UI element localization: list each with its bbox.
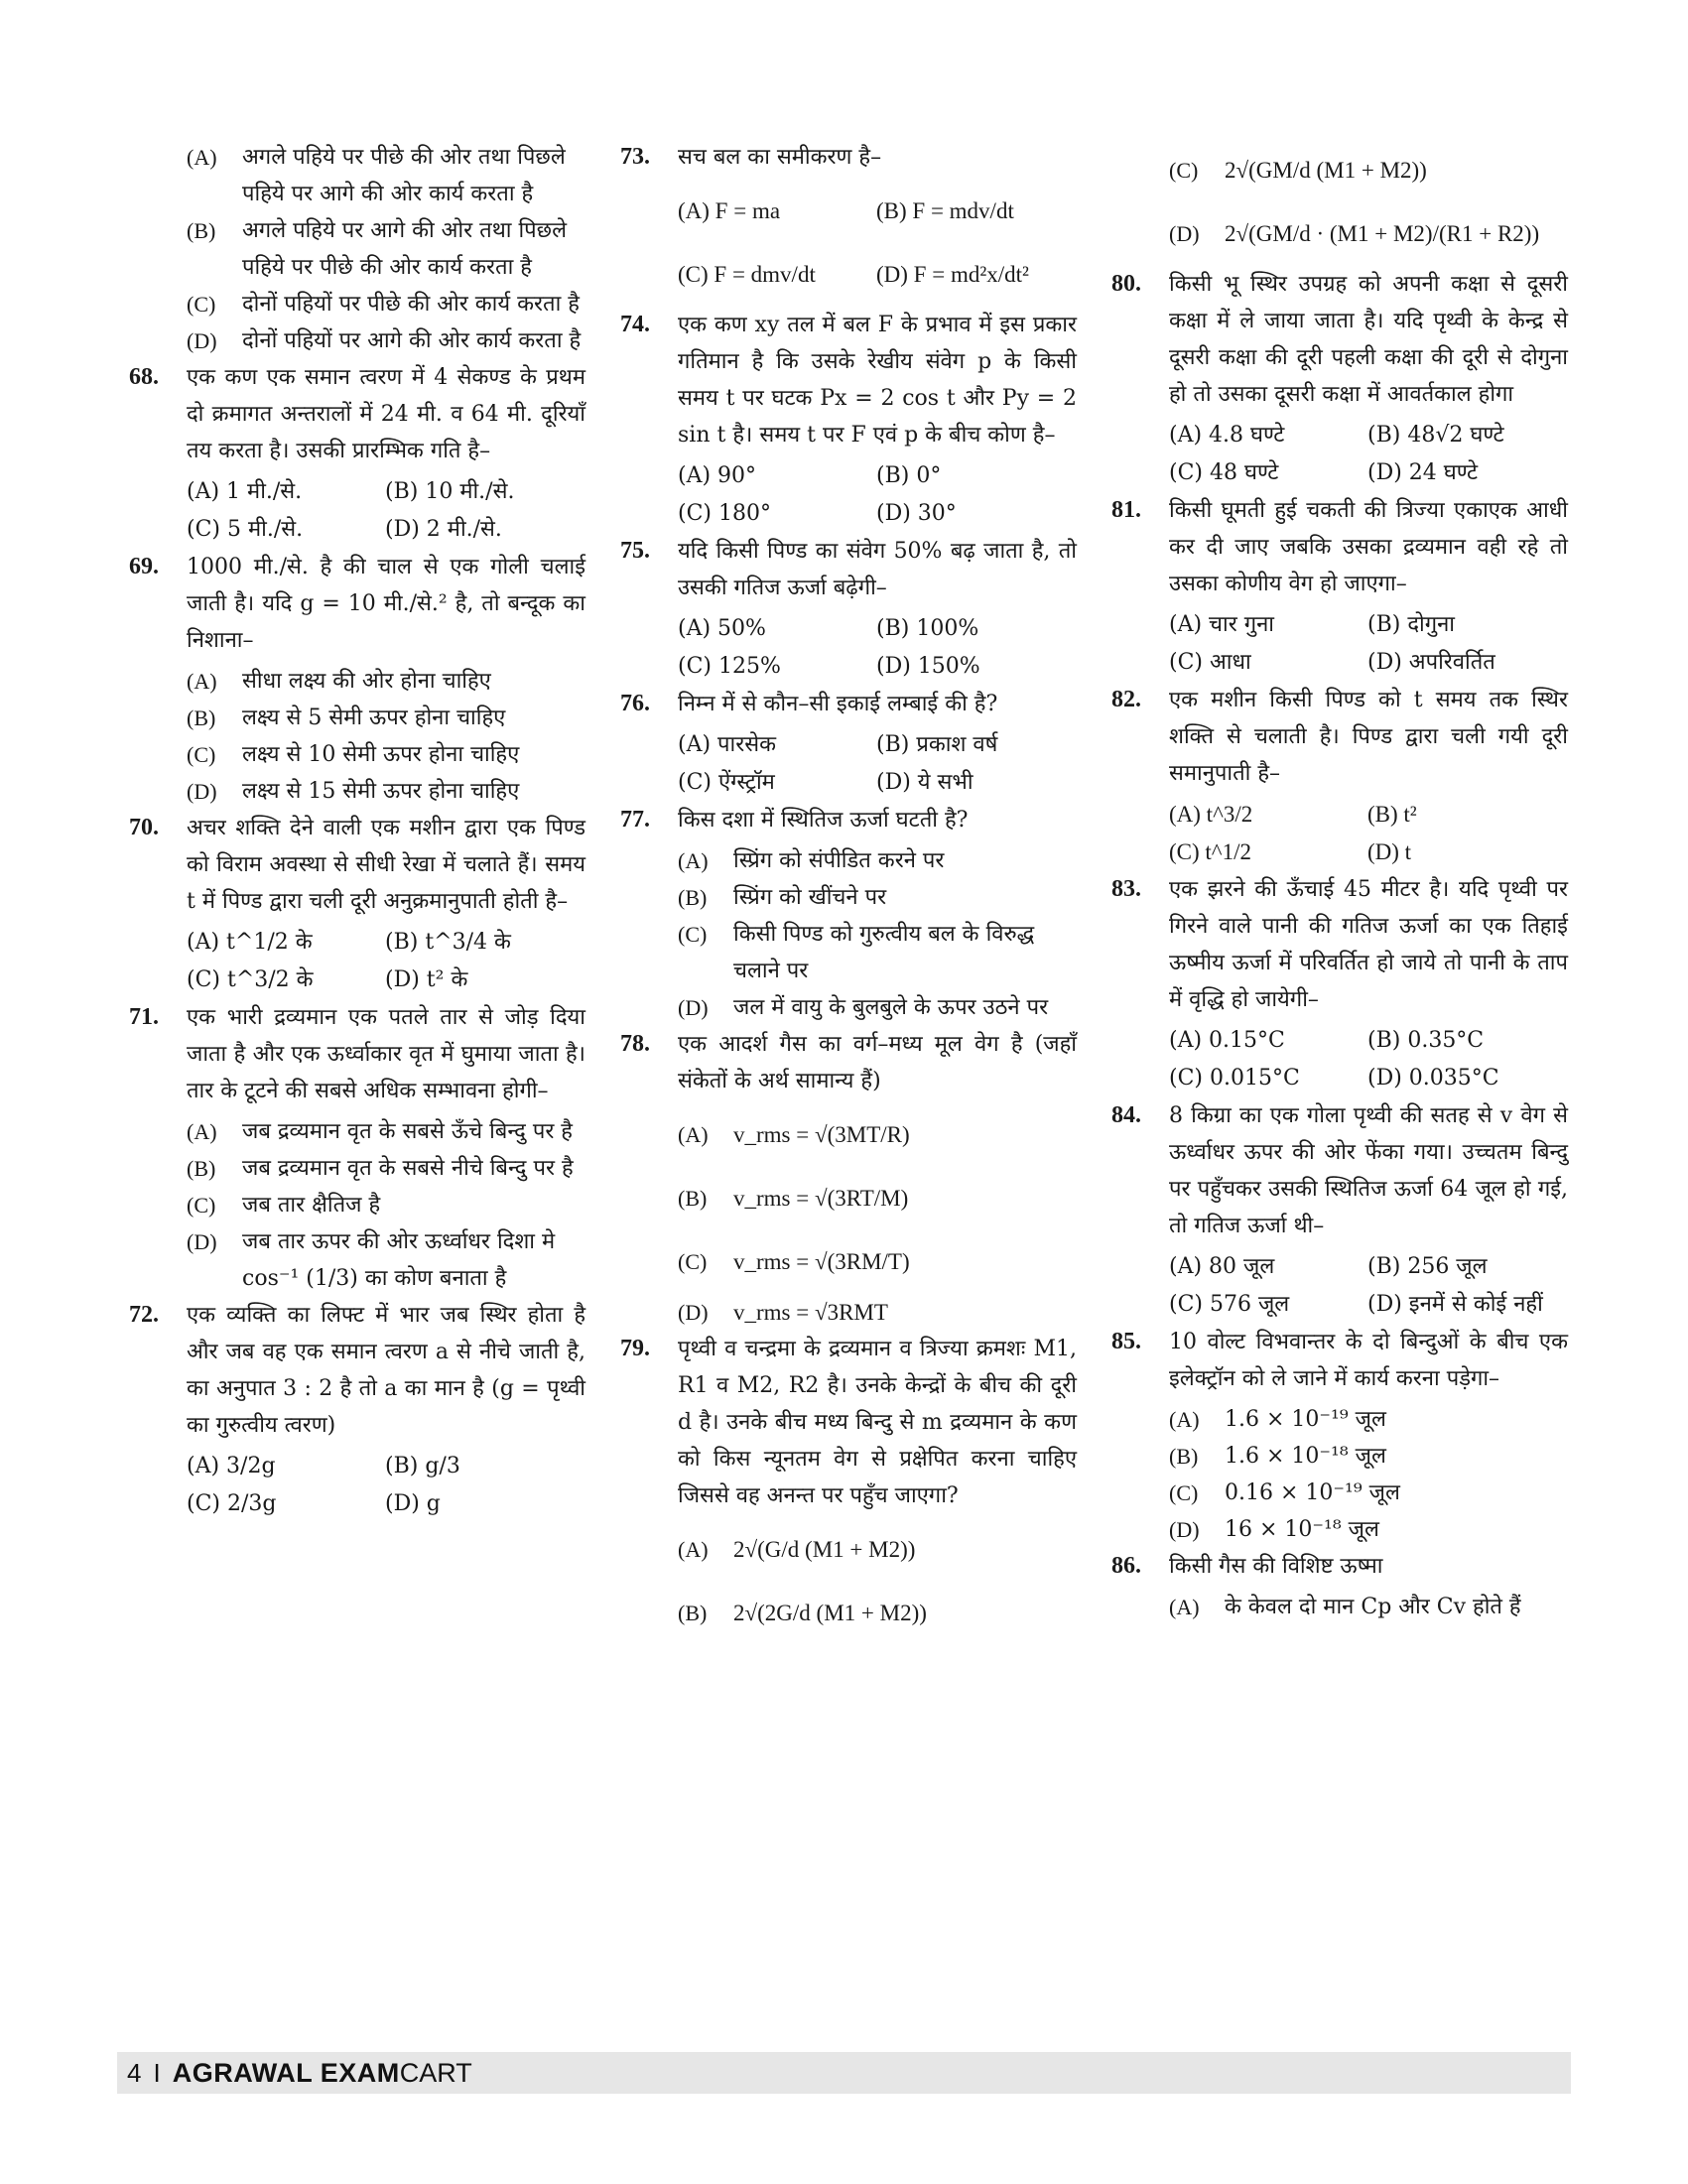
options-row: (A) 80 जूल (B) 256 जूल [1169, 1254, 1488, 1279]
option: (D) 2√(GM/d · (M1 + M2)/(R1 + R2)) [1169, 221, 1540, 246]
options-row: (A) 90° (B) 0° [678, 463, 942, 488]
option: (B) 2√(2G/d (M1 + M2)) [678, 1601, 927, 1625]
question-86: 86. किसी गैस की विशिष्ट ऊष्मा [1111, 1553, 1383, 1579]
options-row: (A) 3/2g (B) g/3 [187, 1454, 460, 1478]
question-85: 85. 10 वोल्ट विभवान्तर के दो बिन्दुओं के बीच एक इलेक्ट्रॉन को ले जाने में कार्य करना पड़ेगा– [1111, 1329, 1568, 1391]
options-row: (C) 180° (D) 30° [678, 501, 957, 526]
option: (D) लक्ष्य से 15 सेमी ऊपर होना चाहिए [187, 779, 520, 804]
question-84: 84. 8 किग्रा का एक गोला पृथ्वी की सतह से v वेग से ऊर्ध्वाधर ऊपर की ओर फेंका गया। उच्चतम बिन्दु पर पहुँचकर उसकी स्थितिज ऊर्जा 64 जूल हो गई, तो गतिज ऊर्जा थी– [1111, 1102, 1568, 1238]
question-83: 83. एक झरने की ऊँचाई 45 मीटर है। यदि पृथ्वी पर गिरने वाले पानी की गतिज ऊर्जा का एक तिहाई ऊष्मीय ऊर्जा में परिवर्तित हो जाये तो पानी के ताप में वृद्धि हो जायेगी– [1111, 876, 1568, 1012]
option: (B) 1.6 × 10⁻¹⁸ जूल [1169, 1444, 1386, 1469]
option: (A) 1.6 × 10⁻¹⁹ जूल [1169, 1407, 1386, 1432]
column-2 [620, 139, 1077, 1645]
question-69: 69. 1000 मी./से. है की चाल से एक गोली चलाई जाती है। यदि g = 10 मी./से.² है, तो बन्दूक का निशाना– [129, 554, 585, 653]
option: (B) अगले पहिये पर आगे की ओर तथा पिछले पहिये पर पीछे की ओर कार्य करता है [187, 218, 567, 280]
options-row: (C) 48 घण्टे (D) 24 घण्टे [1169, 460, 1479, 485]
option: (D) दोनों पहियों पर आगे की ओर कार्य करता है [187, 328, 582, 353]
question-68: 68. एक कण एक समान त्वरण में 4 सेकण्ड के प्रथम दो क्रमागत अन्तरालों में 24 मी. व 64 मी. दूरियाँ तय करता है। उसकी प्रारम्भिक गति है– [129, 364, 585, 463]
option: (B) स्प्रिंग को खींचने पर [678, 885, 887, 910]
options-row: (A) t^1/2 के (B) t^3/4 के [187, 930, 511, 955]
options-row: (A) चार गुना (B) दोगुना [1169, 612, 1456, 637]
options-row: (C) ऐंग्स्ट्रॉम (D) ये सभी [678, 770, 974, 795]
options-row: (A) 4.8 घण्टे (B) 48√2 घण्टे [1169, 423, 1504, 448]
options-row: (A) t^3/2 (B) t² [1169, 802, 1417, 827]
options-row: (C) t^1/2 (D) t [1169, 839, 1412, 864]
question-75: 75. यदि किसी पिण्ड का संवेग 50% बढ़ जाता है, तो उसकी गतिज ऊर्जा बढ़ेगी– [620, 538, 1077, 600]
option: (C) किसी पिण्ड को गुरुत्वीय बल के विरुद्ध चलाने पर [678, 922, 1035, 983]
footer-separator: I [153, 2057, 161, 2088]
options-row: (A) पारसेक (B) प्रकाश वर्ष [678, 732, 998, 757]
option: (D) जल में वायु के बुलबुले के ऊपर उठने पर [678, 995, 1049, 1020]
question-70: 70. अचर शक्ति देने वाली एक मशीन द्वारा एक पिण्ड को विराम अवस्था से सीधी रेखा में चलाते हैं। समय t में पिण्ड द्वारा चली दूरी अनुक्रमानुपाती होती है– [129, 815, 585, 914]
option: (D) v_rms = √3RMT [678, 1300, 888, 1325]
page-footer [117, 2052, 1571, 2094]
options-row: (A) 0.15°C (B) 0.35°C [1169, 1028, 1485, 1053]
question-79: 79. पृथ्वी व चन्द्रमा के द्रव्यमान व त्रिज्या क्रमशः M1, R1 व M2, R2 है। उनके केन्द्रों के बीच की दूरी d है। उनके बीच मध्य बिन्दु से m द्रव्यमान के कण को किस न्यूनतम वेग से प्रक्षेपित करना चाहिए जिससे वह अनन्त पर पहुँच जाएगा? [620, 1336, 1077, 1508]
option: (A) स्प्रिंग को संपीडित करने पर [678, 848, 945, 873]
question-76: 76. निम्न में से कौन–सी इकाई लम्बाई की है? [620, 691, 998, 716]
option: (C) दोनों पहियों पर पीछे की ओर कार्य करता है [187, 292, 580, 317]
options-row: (C) 2/3g (D) g [187, 1491, 441, 1516]
options-row: (A) 50% (B) 100% [678, 616, 979, 641]
brand-logo-bold: AGRAWAL EXAM [172, 2057, 400, 2088]
option: (C) 2√(GM/d (M1 + M2)) [1169, 158, 1427, 183]
options-row: (C) F = dmv/dt (D) F = md²x/dt² [678, 262, 1029, 287]
brand-logo-light: CART [399, 2057, 472, 2088]
option: (A) 2√(G/d (M1 + M2)) [678, 1537, 916, 1562]
page-number: 4 [127, 2057, 142, 2088]
question-73: 73. सच बल का समीकरण है– [620, 144, 882, 170]
option: (B) लक्ष्य से 5 सेमी ऊपर होना चाहिए [187, 706, 506, 730]
column-1 [129, 139, 585, 1523]
options-row: (C) t^3/2 के (D) t² के [187, 967, 468, 992]
option: (C) v_rms = √(3RM/T) [678, 1249, 910, 1274]
question-77: 77. किस दशा में स्थितिज ऊर्जा घटती है? [620, 807, 969, 833]
options-row: (C) आधा (D) अपरिवर्तित [1169, 650, 1495, 675]
option: (D) 16 × 10⁻¹⁸ जूल [1169, 1517, 1379, 1542]
option: (C) 0.16 × 10⁻¹⁹ जूल [1169, 1480, 1400, 1505]
options-row: (C) 125% (D) 150% [678, 654, 980, 679]
options-row: (C) 5 मी./से. (D) 2 मी./से. [187, 517, 502, 542]
option: (B) v_rms = √(3RT/M) [678, 1186, 909, 1211]
option: (A) सीधा लक्ष्य की ओर होना चाहिए [187, 669, 491, 694]
option: (A) अगले पहिये पर पीछे की ओर तथा पिछले पहिये पर आगे की ओर कार्य करता है [187, 145, 566, 206]
question-82: 82. एक मशीन किसी पिण्ड को t समय तक स्थिर शक्ति से चलाती है। पिण्ड द्वारा चली गयी दूरी समानुपाती है– [1111, 687, 1568, 786]
option: (C) लक्ष्य से 10 सेमी ऊपर होना चाहिए [187, 742, 520, 767]
options-row: (A) F = ma (B) F = mdv/dt [678, 198, 1014, 223]
option: (A) v_rms = √(3MT/R) [678, 1122, 910, 1147]
option: (C) जब तार क्षैतिज है [187, 1193, 381, 1218]
question-74: 74. एक कण xy तल में बल F के प्रभाव में इस प्रकार गतिमान है कि उसके रेखीय संवेग p के किसी समय t पर घटक Px = 2 cos t और Py = 2 sin t है। समय t पर F एवं p के बीच कोण है– [620, 312, 1077, 448]
option: (A) के केवल दो मान Cp और Cv होते हैं [1169, 1595, 1521, 1619]
question-81: 81. किसी घूमती हुई चकती की त्रिज्या एकाएक आधी कर दी जाए जबकि उसका द्रव्यमान वही रहे तो उसका कोणीय वेग हो जाएगा– [1111, 497, 1568, 596]
options-row: (A) 1 मी./से. (B) 10 मी./से. [187, 479, 515, 504]
column-3 [1111, 139, 1568, 1625]
option: (D) जब तार ऊपर की ओर ऊर्ध्वाधर दिशा मे cos⁻¹ (1/3) का कोण बनाता है [187, 1229, 556, 1291]
option: (B) जब द्रव्यमान वृत के सबसे नीचे बिन्दु पर है [187, 1156, 574, 1181]
question-80: 80. किसी भू स्थिर उपग्रह को अपनी कक्षा से दूसरी कक्षा में ले जाया जाता है। यदि पृथ्वी के केन्द्र से दूसरी कक्षा की दूरी पहली कक्षा की दूरी से दोगुना हो तो उसका दूसरी कक्षा में आवर्तकाल होगा [1111, 271, 1568, 407]
options-row: (C) 0.015°C (D) 0.035°C [1169, 1066, 1499, 1091]
question-72: 72. एक व्यक्ति का लिफ्ट में भार जब स्थिर होता है और जब वह एक समान त्वरण a से नीचे जाती है, का अनुपात 3 : 2 है तो a का मान है (g = पृथ्वी का गुरुत्वीय त्वरण) [129, 1302, 585, 1438]
option: (A) जब द्रव्यमान वृत के सबसे ऊँचे बिन्दु पर है [187, 1119, 573, 1144]
question-78: 78. एक आदर्श गैस का वर्ग–मध्य मूल वेग है (जहाँ संकेतों के अर्थ सामान्य हैं) [620, 1031, 1077, 1093]
question-71: 71. एक भारी द्रव्यमान एक पतले तार से जोड़ दिया जाता है और एक ऊर्ध्वाकार वृत में घुमाया जाता है। तार के टूटने की सबसे अधिक सम्भावना होगी– [129, 1004, 585, 1103]
options-row: (C) 576 जूल (D) इनमें से कोई नहीं [1169, 1292, 1543, 1317]
